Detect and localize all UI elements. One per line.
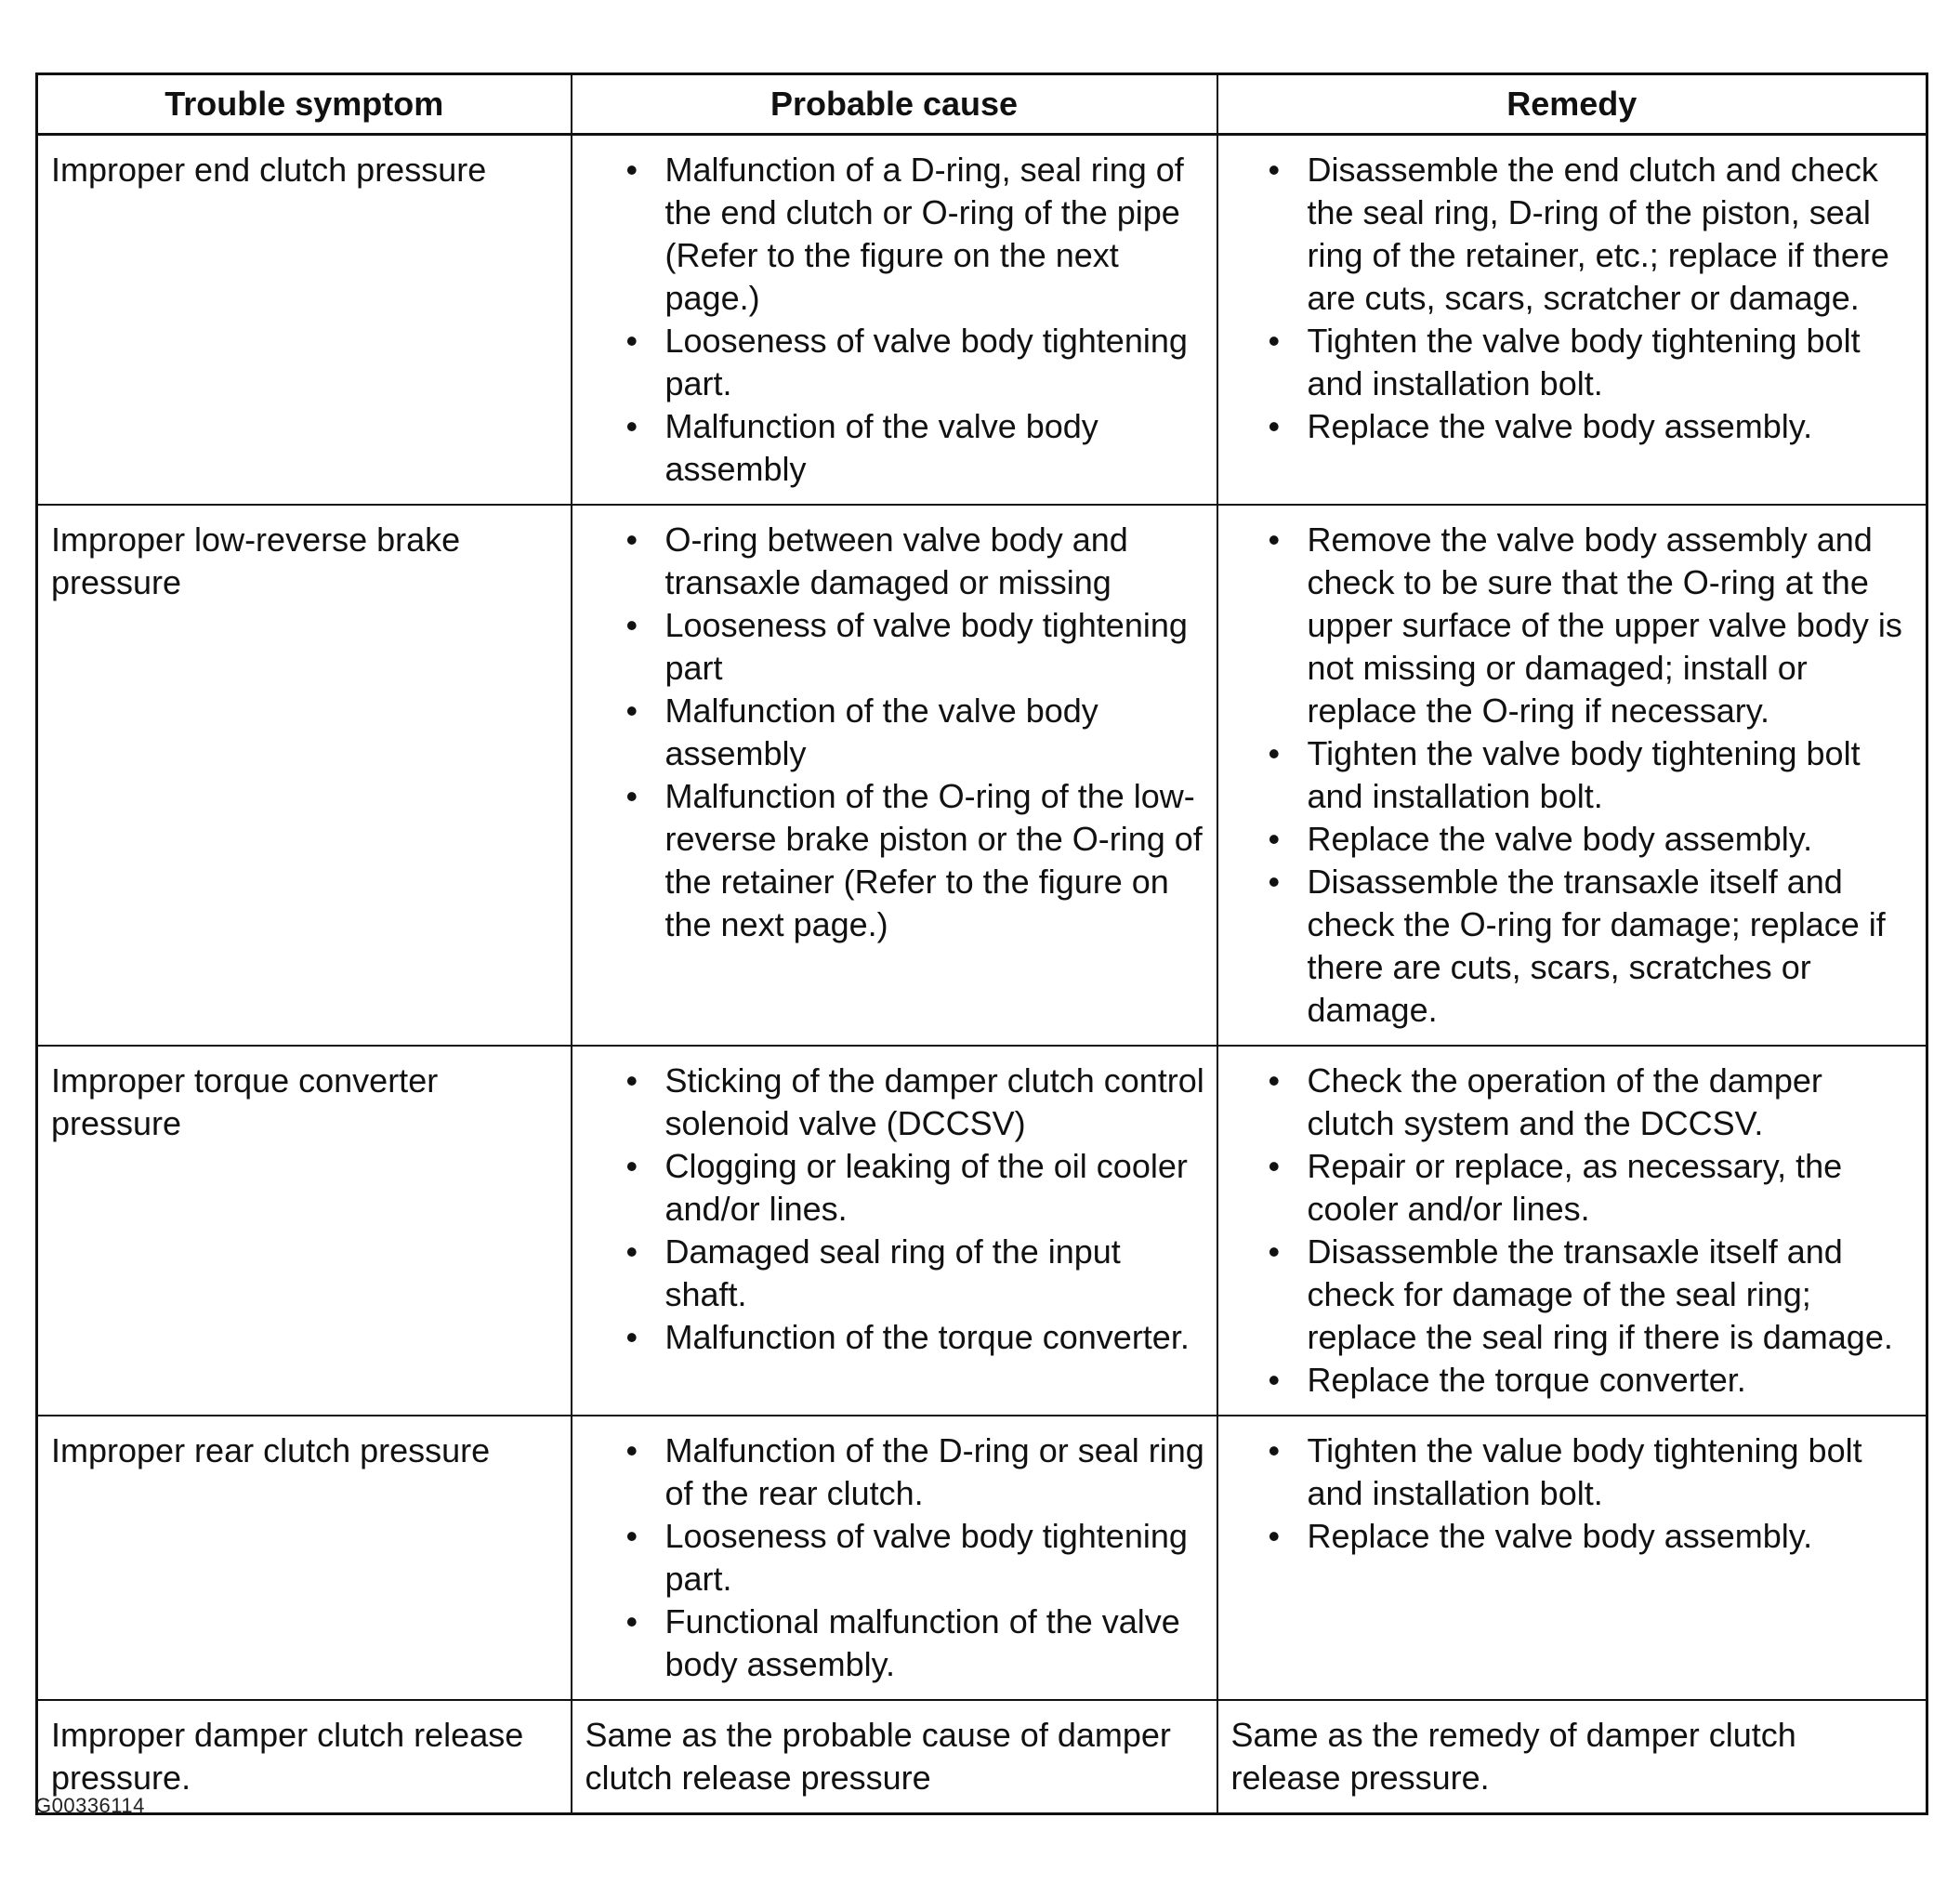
list-item: • Disassemble the transaxle itself and check for damage of the seal ring; replace the seal ring if there is damage. xyxy=(1269,1231,1915,1359)
symptom-cell: Improper damper clutch release pressure. xyxy=(37,1700,572,1814)
list-item: • Check the operation of the damper clutch system and the DCCSV. xyxy=(1269,1060,1915,1145)
table-row xyxy=(37,135,1927,506)
table-row xyxy=(37,1416,1927,1700)
remedy-list xyxy=(1231,149,1915,448)
list-item: • Damaged seal ring of the input shaft. xyxy=(626,1231,1205,1316)
remedy-cell xyxy=(1217,1046,1927,1416)
remedy-list xyxy=(1231,519,1915,1032)
list-item: • Malfunction of the O-ring of the low-reverse brake piston or the O-ring of the retainer (Refer to the figure on the next page.) xyxy=(626,775,1205,946)
symptom-cell: Improper rear clutch pressure xyxy=(37,1416,572,1700)
list-item: • Replace the valve body assembly. xyxy=(1269,818,1915,861)
list-item: • Malfunction of the torque converter. xyxy=(626,1316,1205,1359)
remedy-cell xyxy=(1217,505,1927,1046)
list-item: • Disassemble the end clutch and check the seal ring, D-ring of the piston, seal ring of the retainer, etc.; replace if there are cuts, scars, scratcher or damage. xyxy=(1269,149,1915,320)
cause-cell xyxy=(572,135,1217,506)
remedy-cell xyxy=(1217,135,1927,506)
cause-list xyxy=(585,519,1205,946)
column-header-cause: Probable cause xyxy=(572,74,1217,135)
symptom-cell: Improper low-reverse brake pressure xyxy=(37,505,572,1046)
list-item: • Sticking of the damper clutch control solenoid valve (DCCSV) xyxy=(626,1060,1205,1145)
list-item: • Malfunction of a D-ring, seal ring of the end clutch or O-ring of the pipe (Refer to the figure on the next page.) xyxy=(626,149,1205,320)
table-row xyxy=(37,1046,1927,1416)
cause-list xyxy=(585,149,1205,491)
table-header-row xyxy=(37,74,1927,135)
cause-cell: Same as the probable cause of damper clutch release pressure xyxy=(572,1700,1217,1814)
cause-list xyxy=(585,1060,1205,1359)
column-header-symptom: Trouble symptom xyxy=(37,74,572,135)
list-item: • Malfunction of the D-ring or seal ring of the rear clutch. xyxy=(626,1429,1205,1515)
document-page xyxy=(35,72,1926,1815)
remedy-list xyxy=(1231,1060,1915,1402)
list-item: • Tighten the value body tightening bolt and installation bolt. xyxy=(1269,1429,1915,1515)
cause-cell xyxy=(572,1416,1217,1700)
list-item: • Repair or replace, as necessary, the cooler and/or lines. xyxy=(1269,1145,1915,1231)
remedy-list xyxy=(1231,1429,1915,1558)
list-item: • Replace the torque converter. xyxy=(1269,1359,1915,1402)
list-item: • Looseness of valve body tightening part. xyxy=(626,1515,1205,1601)
list-item: • Clogging or leaking of the oil cooler and/or lines. xyxy=(626,1145,1205,1231)
list-item: • Looseness of valve body tightening part. xyxy=(626,320,1205,405)
symptom-cell: Improper torque converter pressure xyxy=(37,1046,572,1416)
list-item: • Replace the valve body assembly. xyxy=(1269,1515,1915,1558)
list-item: • Malfunction of the valve body assembly xyxy=(626,405,1205,491)
list-item: • Tighten the valve body tightening bolt and installation bolt. xyxy=(1269,320,1915,405)
list-item: • Replace the valve body assembly. xyxy=(1269,405,1915,448)
troubleshooting-table xyxy=(35,72,1928,1815)
symptom-cell: Improper end clutch pressure xyxy=(37,135,572,506)
list-item: • Remove the valve body assembly and check to be sure that the O-ring at the upper surface of the upper valve body is not missing or damaged; install or replace the O-ring if necessary. xyxy=(1269,519,1915,732)
cause-cell xyxy=(572,505,1217,1046)
list-item: • Tighten the valve body tightening bolt and installation bolt. xyxy=(1269,732,1915,818)
cause-cell xyxy=(572,1046,1217,1416)
list-item: • Functional malfunction of the valve body assembly. xyxy=(626,1601,1205,1686)
remedy-cell: Same as the remedy of damper clutch release pressure. xyxy=(1217,1700,1927,1814)
list-item: • Disassemble the transaxle itself and check the O-ring for damage; replace if there are cuts, scars, scratches or damage. xyxy=(1269,861,1915,1032)
column-header-remedy: Remedy xyxy=(1217,74,1927,135)
list-item: • O-ring between valve body and transaxle damaged or missing xyxy=(626,519,1205,604)
table-row xyxy=(37,505,1927,1046)
list-item: • Malfunction of the valve body assembly xyxy=(626,690,1205,775)
list-item: • Looseness of valve body tightening part xyxy=(626,604,1205,690)
cause-list xyxy=(585,1429,1205,1686)
figure-id: G00336114 xyxy=(35,1794,145,1817)
remedy-cell xyxy=(1217,1416,1927,1700)
table-row xyxy=(37,1700,1927,1814)
